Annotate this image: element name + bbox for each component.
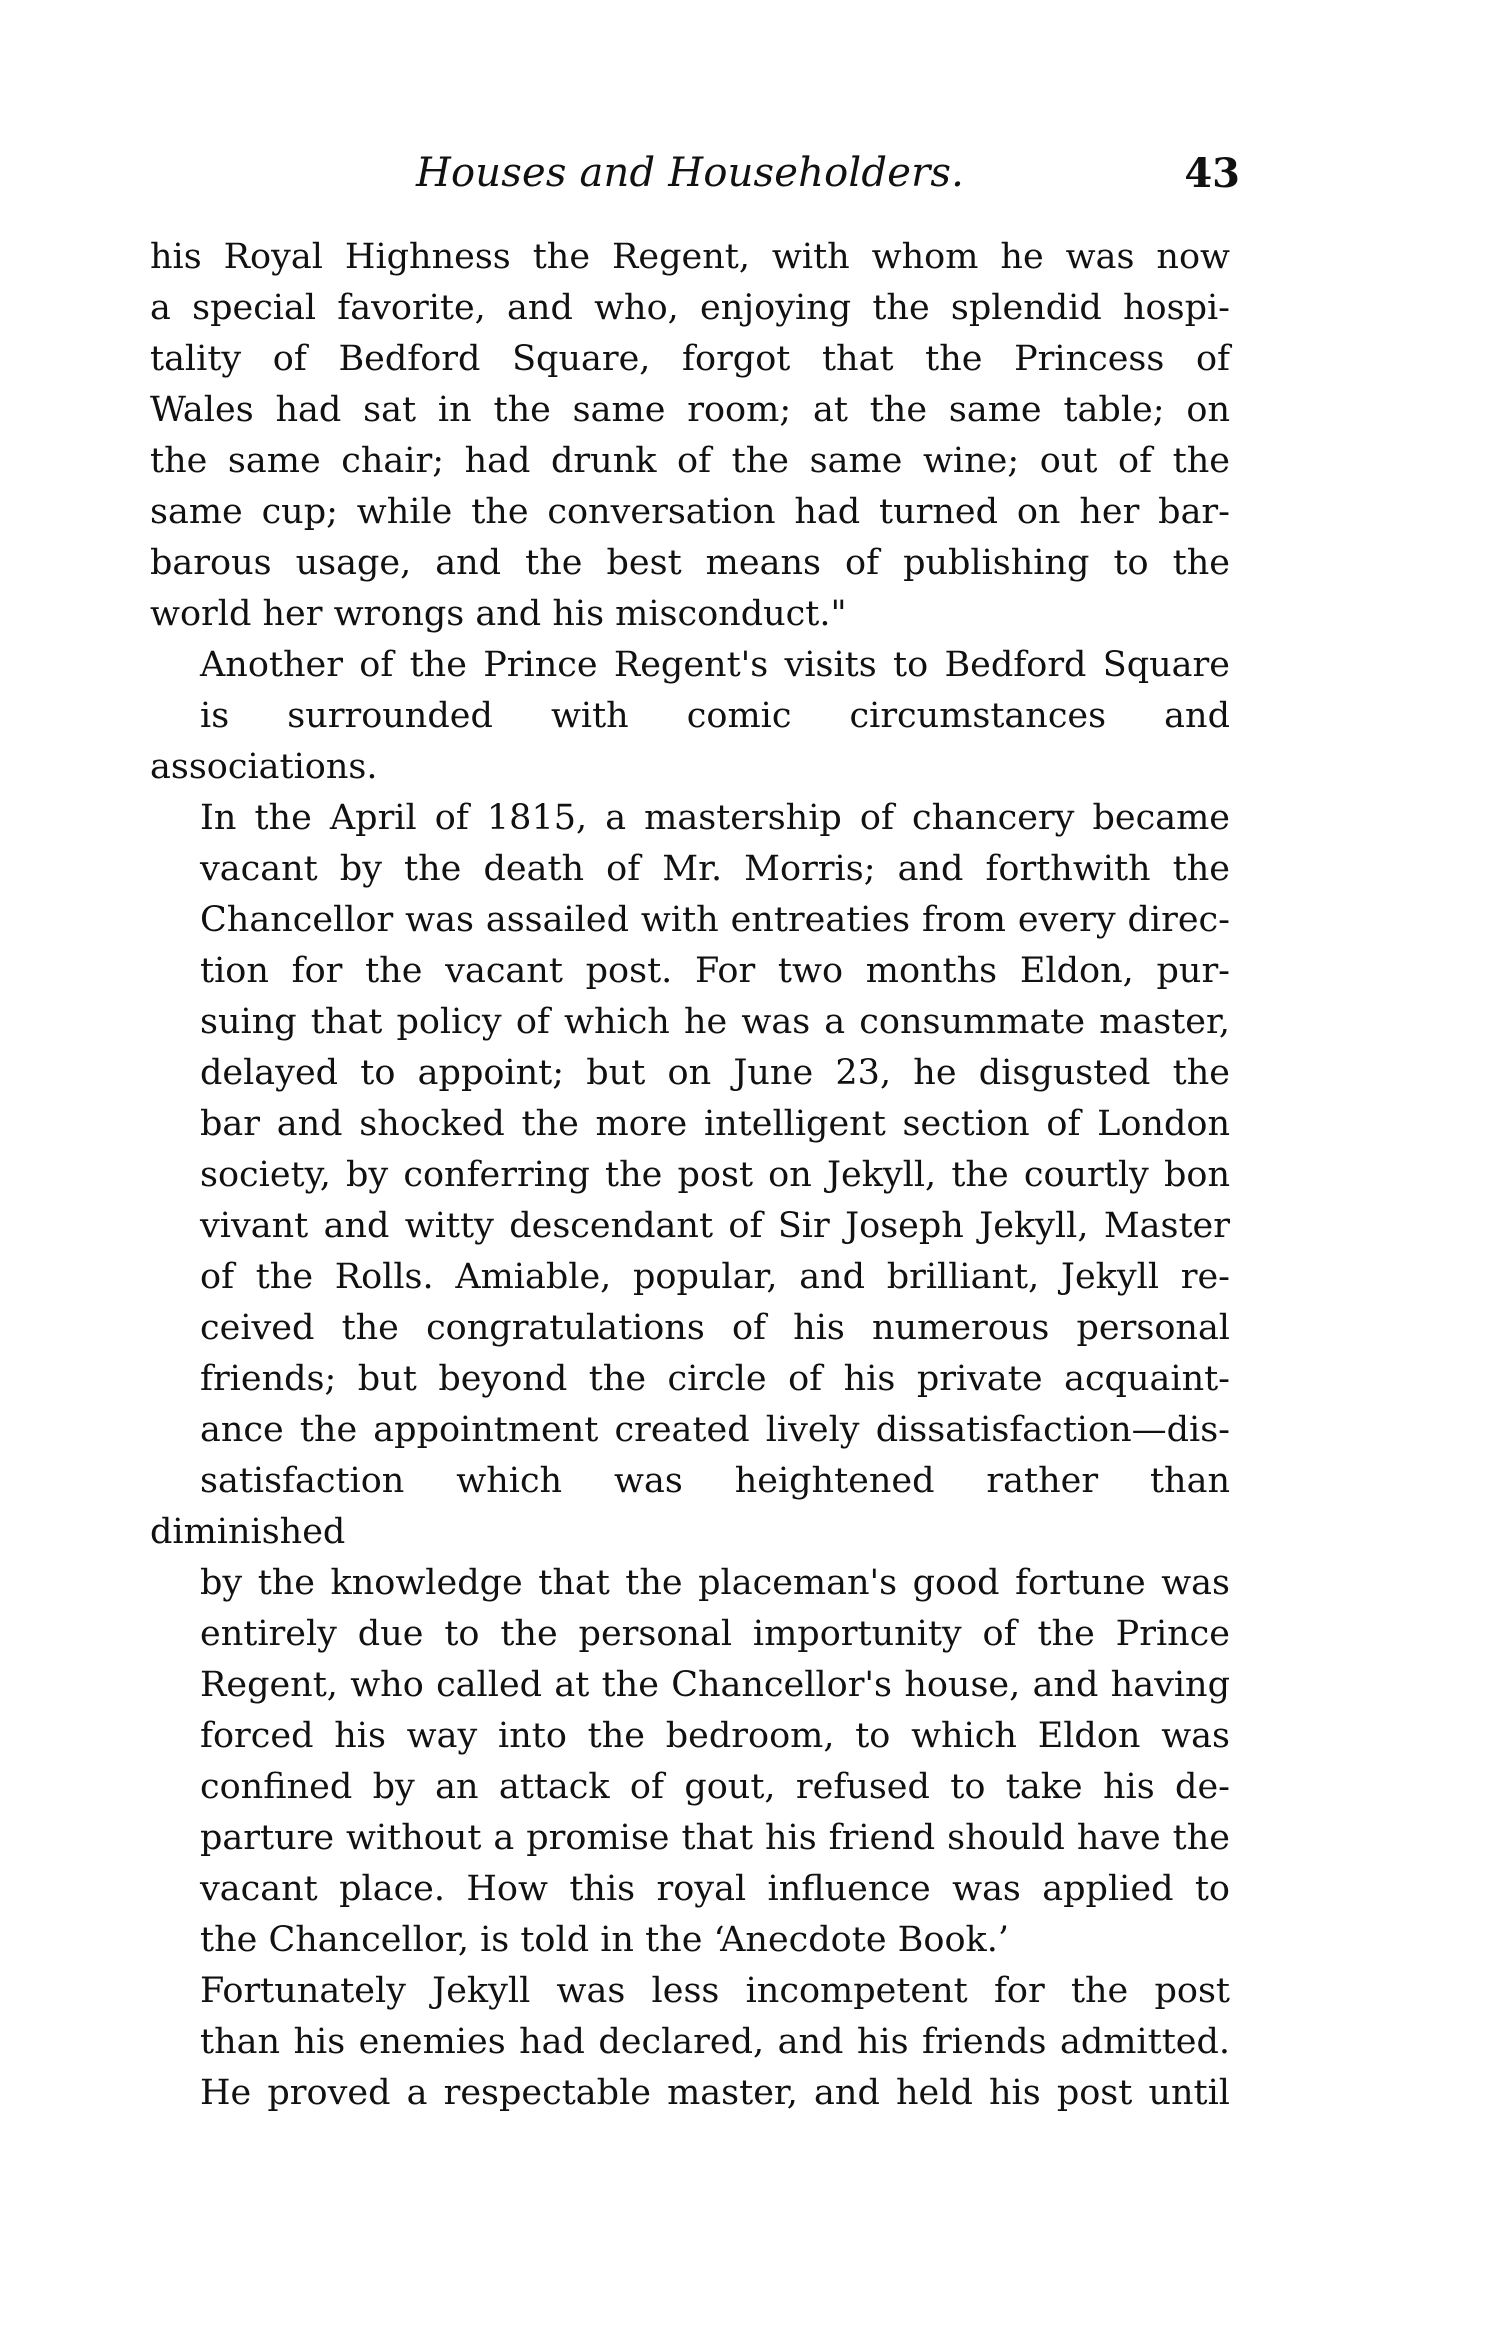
running-head: [150, 150, 1240, 220]
text-line: Wales had sat in the same room; at the same table; on: [150, 390, 1230, 430]
text-line: same cup; while the conversation had turned on her bar-: [150, 492, 1230, 532]
text-line: world her wrongs and his misconduct.": [150, 594, 847, 634]
paragraph-2: [150, 640, 1230, 1966]
text-line: delayed to appoint; but on June 23, he disgusted the: [200, 1053, 1230, 1093]
page-number: 43: [1184, 150, 1240, 197]
text-line: society, by conferring the post on Jekyll, the courtly bon: [200, 1155, 1230, 1195]
text-line: friends; but beyond the circle of his private acquaint-: [200, 1359, 1230, 1399]
text-line: satisfaction which was heightened rather than diminished: [150, 1461, 1230, 1552]
text-line: than his enemies had declared, and his friends admitted.: [200, 2022, 1230, 2062]
text-line: Fortunately Jekyll was less incompetent for the post: [200, 1971, 1230, 2011]
paragraph-3: [150, 1966, 1230, 2119]
paragraph-1: [150, 232, 1230, 640]
body-text: [150, 232, 1230, 2119]
text-line: confined by an attack of gout, refused to take his de-: [200, 1767, 1230, 1807]
text-line: entirely due to the personal importunity of the Prince: [200, 1614, 1230, 1654]
text-line: vivant and witty descendant of Sir Joseph Jekyll, Master: [200, 1206, 1230, 1246]
text-line: tion for the vacant post. For two months Eldon, pur-: [200, 951, 1230, 991]
text-line: vacant by the death of Mr. Morris; and forthwith the: [200, 849, 1230, 889]
text-line: the same chair; had drunk of the same wine; out of the: [150, 441, 1230, 481]
text-line: a special favorite, and who, enjoying the splendid hospi-: [150, 288, 1230, 328]
text-line: ceived the congratulations of his numerous personal: [200, 1308, 1230, 1348]
text-line: tality of Bedford Square, forgot that the Princess of: [150, 339, 1230, 379]
text-line: Another of the Prince Regent's visits to Bedford Square: [200, 645, 1230, 685]
text-line: bar and shocked the more intelligent section of London: [200, 1104, 1230, 1144]
text-line: by the knowledge that the placeman's good fortune was: [200, 1563, 1230, 1603]
text-line: the Chancellor, is told in the ‘Anecdote Book.’: [200, 1920, 1009, 1960]
running-title: Houses and Householders.: [415, 150, 965, 196]
text-line: In the April of 1815, a mastership of chancery became: [200, 798, 1230, 838]
text-line: is surrounded with comic circumstances and associations.: [150, 696, 1230, 787]
text-line: vacant place. How this royal influence was applied to: [200, 1869, 1230, 1909]
text-line: Chancellor was assailed with entreaties from every direc-: [200, 900, 1230, 940]
text-line: barous usage, and the best means of publishing to the: [150, 543, 1230, 583]
text-line: Regent, who called at the Chancellor's house, and having: [200, 1665, 1230, 1705]
text-line: parture without a promise that his friend should have the: [200, 1818, 1230, 1858]
text-line: of the Rolls. Amiable, popular, and brilliant, Jekyll re-: [200, 1257, 1230, 1297]
book-page: [150, 150, 1240, 2119]
text-line: He proved a respectable master, and held his post until: [200, 2073, 1230, 2113]
text-line: forced his way into the bedroom, to which Eldon was: [200, 1716, 1230, 1756]
text-line: suing that policy of which he was a consummate master,: [200, 1002, 1230, 1042]
text-line: his Royal Highness the Regent, with whom he was now: [150, 237, 1230, 277]
text-line: ance the appointment created lively dissatisfaction—dis-: [200, 1410, 1230, 1450]
